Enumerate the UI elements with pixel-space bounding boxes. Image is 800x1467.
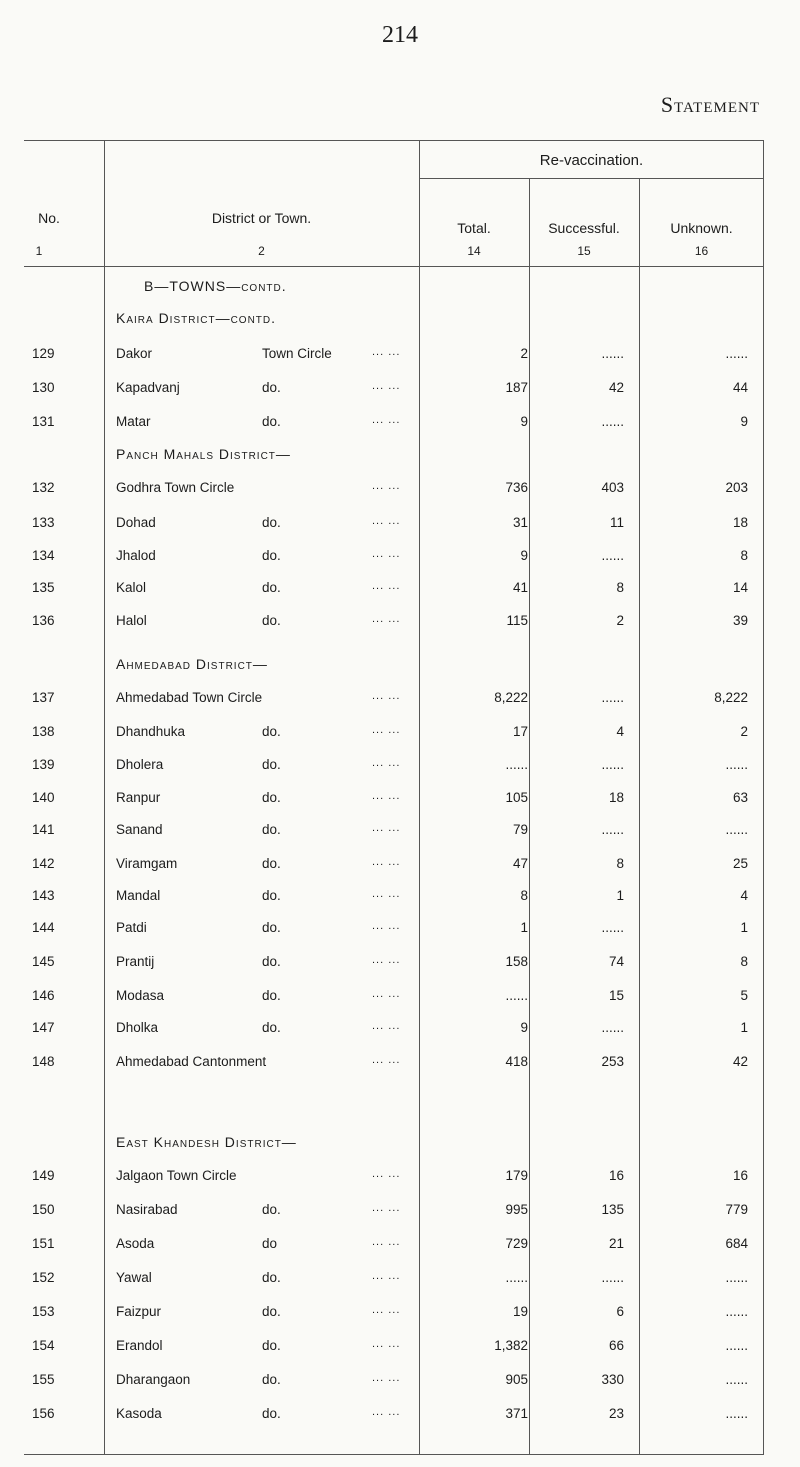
unknown-value: 8,222	[714, 690, 748, 705]
unknown-value: 684	[725, 1236, 748, 1251]
district-name: Nasirabad	[116, 1202, 178, 1217]
leader-dots: ... ...	[372, 1270, 401, 1282]
district-qualifier: do.	[262, 580, 281, 595]
table-row	[24, 1168, 764, 1194]
row-number: 138	[32, 724, 55, 739]
leader-dots: ... ...	[372, 790, 401, 802]
total-value: 9	[520, 414, 528, 429]
table-row	[24, 1236, 764, 1262]
unknown-value: ......	[725, 1270, 748, 1285]
district-qualifier: do.	[262, 1372, 281, 1387]
row-number: 153	[32, 1304, 55, 1319]
total-value: 905	[505, 1372, 528, 1387]
total-value: 9	[520, 548, 528, 563]
table-row	[24, 856, 764, 882]
district-name: Dholera	[116, 757, 164, 772]
district-name: Dhandhuka	[116, 724, 186, 739]
row-number: 129	[32, 346, 55, 361]
district-name: Faizpur	[116, 1304, 162, 1319]
row-number: 134	[32, 548, 55, 563]
district-name: Asoda	[116, 1236, 155, 1251]
district-qualifier: do.	[262, 1338, 281, 1353]
unknown-value: 25	[732, 856, 748, 871]
table-row	[24, 613, 764, 639]
table-row	[24, 1020, 764, 1046]
successful-value: 11	[609, 515, 624, 530]
district-name: Mandal	[116, 888, 161, 903]
row-number: 141	[32, 822, 55, 837]
district-qualifier: do.	[262, 1406, 281, 1421]
row-number: 140	[32, 790, 55, 805]
district-qualifier: do.	[262, 613, 281, 628]
district-qualifier: do	[262, 1236, 278, 1251]
district-name: Dholka	[116, 1020, 159, 1035]
section-panch-mahals: Panch Mahals District—	[116, 446, 291, 462]
unknown-value: 18	[732, 515, 748, 530]
table-row	[24, 346, 764, 372]
running-title: Statement	[660, 92, 760, 117]
district-qualifier: do.	[262, 548, 281, 563]
total-value: 8	[520, 888, 528, 903]
leader-dots: ... ...	[372, 580, 401, 592]
unknown-value: 5	[740, 988, 748, 1003]
successful-value: 330	[601, 1372, 624, 1387]
leader-dots: ... ...	[372, 548, 401, 560]
district-qualifier: Town Circle	[262, 346, 332, 361]
table-row	[24, 690, 764, 716]
successful-value: ......	[601, 690, 624, 705]
leader-dots: ... ...	[372, 690, 401, 702]
successful-value: 21	[608, 1236, 624, 1251]
total-value: 17	[512, 724, 528, 739]
district-qualifier: do.	[262, 856, 281, 871]
district-name: Ranpur	[116, 790, 161, 805]
district-name: Kapadvanj	[116, 380, 180, 395]
district-name: Godhra Town Circle	[116, 480, 235, 495]
section-ahmedabad: Ahmedabad District—	[116, 656, 268, 672]
unknown-value: ......	[725, 1338, 748, 1353]
unknown-value: 9	[740, 414, 748, 429]
successful-value: ......	[601, 1020, 624, 1035]
unknown-value: ......	[725, 757, 748, 772]
district-qualifier: do.	[262, 1020, 281, 1035]
unknown-value: 42	[732, 1054, 748, 1069]
header-num-unknown: 16	[694, 244, 709, 258]
successful-value: ......	[601, 414, 624, 429]
row-number: 148	[32, 1054, 55, 1069]
district-name: Sanand	[116, 822, 163, 837]
header-district: District or Town.	[211, 210, 312, 226]
district-name: Halol	[116, 613, 147, 628]
total-value: 371	[505, 1406, 528, 1421]
unknown-value: 39	[732, 613, 748, 628]
leader-dots: ... ...	[372, 920, 401, 932]
row-number: 143	[32, 888, 55, 903]
leader-dots: ... ...	[372, 1372, 401, 1384]
leader-dots: ... ...	[372, 724, 401, 736]
leader-dots: ... ...	[372, 1304, 401, 1316]
table-row	[24, 580, 764, 606]
district-qualifier: do.	[262, 954, 281, 969]
row-number: 144	[32, 920, 55, 935]
leader-dots: ... ...	[372, 856, 401, 868]
district-qualifier: do.	[262, 790, 281, 805]
leader-dots: ... ...	[372, 380, 401, 392]
district-name: Dharangaon	[116, 1372, 191, 1387]
successful-value: ......	[601, 548, 624, 563]
table-row	[24, 790, 764, 816]
district-qualifier: do.	[262, 988, 281, 1003]
header-num-successful: 15	[577, 244, 591, 258]
table-row	[24, 1270, 764, 1296]
successful-value: 403	[601, 480, 624, 495]
bottom-rule	[24, 1454, 764, 1455]
leader-dots: ... ...	[372, 1406, 401, 1418]
unknown-value: 8	[740, 954, 748, 969]
unknown-value: ......	[725, 1372, 748, 1387]
successful-value: 16	[608, 1168, 624, 1183]
row-number: 149	[32, 1168, 55, 1183]
leader-dots: ... ...	[372, 822, 401, 834]
unknown-value: 8	[740, 548, 748, 563]
table-row	[24, 515, 764, 541]
successful-value: 42	[608, 380, 624, 395]
successful-value: ......	[601, 822, 624, 837]
table-row	[24, 988, 764, 1014]
table-row	[24, 380, 764, 406]
table-row	[24, 480, 764, 506]
table-row	[24, 1338, 764, 1364]
total-value: ......	[505, 1270, 528, 1285]
district-name: Patdi	[116, 920, 147, 935]
row-number: 156	[32, 1406, 55, 1421]
unknown-value: 44	[732, 380, 748, 395]
unknown-value: ......	[725, 1304, 748, 1319]
table-row	[24, 548, 764, 574]
total-value: 8,222	[494, 690, 528, 705]
successful-value: 8	[616, 580, 624, 595]
total-value: 1,382	[494, 1338, 528, 1353]
section-kaira: Kaira District—contd.	[116, 310, 277, 326]
leader-dots: ... ...	[372, 757, 401, 769]
row-number: 146	[32, 988, 55, 1003]
successful-value: ......	[601, 920, 624, 935]
leader-dots: ... ...	[372, 613, 401, 625]
successful-value: 2	[616, 613, 624, 628]
district-name: Jalgaon Town Circle	[116, 1168, 237, 1183]
total-value: 736	[505, 480, 528, 495]
unknown-value: 14	[732, 580, 748, 595]
leader-dots: ... ...	[372, 1338, 401, 1350]
district-name: Modasa	[116, 988, 165, 1003]
table-row	[24, 888, 764, 914]
header-num-district: 2	[258, 244, 265, 258]
successful-value: 1	[616, 888, 624, 903]
successful-value: ......	[601, 1270, 624, 1285]
leader-dots: ... ...	[372, 414, 401, 426]
section-east-khandesh: East Khandesh District—	[116, 1134, 297, 1150]
unknown-value: 4	[740, 888, 748, 903]
total-value: 9	[520, 1020, 528, 1035]
total-value: 115	[506, 613, 528, 628]
district-qualifier: do.	[262, 380, 281, 395]
header-bottom-rule	[24, 266, 764, 267]
leader-dots: ... ...	[372, 888, 401, 900]
leader-dots: ... ...	[372, 988, 401, 1000]
table-row	[24, 920, 764, 946]
table-row	[24, 954, 764, 980]
district-name: Prantij	[116, 954, 155, 969]
table-row	[24, 1304, 764, 1330]
leader-dots: ... ...	[372, 1020, 401, 1032]
total-value: 41	[512, 580, 528, 595]
row-number: 133	[32, 515, 55, 530]
leader-dots: ... ...	[372, 515, 401, 527]
successful-value: 74	[608, 954, 624, 969]
unknown-value: 2	[740, 724, 748, 739]
total-value: 187	[505, 380, 528, 395]
header-unknown: Unknown.	[670, 220, 733, 236]
total-value: 31	[512, 515, 528, 530]
district-name: Yawal	[116, 1270, 152, 1285]
row-number: 137	[32, 690, 55, 705]
successful-value: 8	[616, 856, 624, 871]
row-number: 142	[32, 856, 55, 871]
total-value: 729	[505, 1236, 528, 1251]
district-qualifier: do.	[262, 1304, 281, 1319]
district-qualifier: do.	[262, 822, 281, 837]
district-qualifier: do.	[262, 1270, 281, 1285]
district-qualifier: do.	[262, 414, 281, 429]
leader-dots: ... ...	[372, 346, 401, 358]
successful-value: 4	[616, 724, 624, 739]
total-value: ......	[505, 757, 528, 772]
total-value: 418	[505, 1054, 528, 1069]
header-successful: Successful.	[548, 220, 620, 236]
header-num-no: 1	[35, 244, 43, 258]
group-rule	[419, 178, 764, 179]
district-name: Kalol	[116, 580, 147, 595]
total-value: 179	[505, 1168, 528, 1183]
district-name: Jhalod	[116, 548, 156, 563]
district-qualifier: do.	[262, 1202, 281, 1217]
district-name: Dakor	[116, 346, 153, 361]
table-row	[24, 724, 764, 750]
district-name: Dohad	[116, 515, 156, 530]
successful-value: 18	[608, 790, 624, 805]
row-number: 139	[32, 757, 55, 772]
leader-dots: ... ...	[372, 1236, 401, 1248]
row-number: 145	[32, 954, 55, 969]
unknown-value: 203	[725, 480, 748, 495]
table-row	[24, 1202, 764, 1228]
table-row	[24, 1054, 764, 1080]
district-name: Erandol	[116, 1338, 163, 1353]
successful-value: 23	[608, 1406, 624, 1421]
total-value: 2	[520, 346, 528, 361]
row-number: 131	[32, 414, 55, 429]
leader-dots: ... ...	[372, 1054, 401, 1066]
table-row	[24, 414, 764, 440]
leader-dots: ... ...	[372, 1202, 401, 1214]
successful-value: 253	[601, 1054, 624, 1069]
leader-dots: ... ...	[372, 954, 401, 966]
unknown-value: 16	[732, 1168, 748, 1183]
total-value: ......	[505, 988, 528, 1003]
unknown-value: 1	[740, 1020, 748, 1035]
table-row	[24, 822, 764, 848]
successful-value: 135	[601, 1202, 624, 1217]
district-name: Ahmedabad Town Circle	[116, 690, 263, 705]
total-value: 158	[505, 954, 528, 969]
successful-value: 15	[608, 988, 624, 1003]
successful-value: 6	[616, 1304, 624, 1319]
unknown-value: ......	[725, 822, 748, 837]
row-number: 132	[32, 480, 55, 495]
successful-value: ......	[601, 346, 624, 361]
section-towns: B—TOWNS—contd.	[144, 278, 287, 294]
statement-table	[24, 140, 764, 1455]
table-row	[24, 757, 764, 783]
header-no: No.	[38, 210, 60, 226]
district-qualifier: do.	[262, 920, 281, 935]
total-value: 47	[512, 856, 528, 871]
total-value: 19	[512, 1304, 528, 1319]
row-number: 150	[32, 1202, 55, 1217]
leader-dots: ... ...	[372, 1168, 401, 1180]
row-number: 151	[32, 1236, 55, 1251]
unknown-value: 63	[732, 790, 748, 805]
unknown-value: 779	[725, 1202, 748, 1217]
district-qualifier: do.	[262, 888, 281, 903]
district-name: Viramgam	[116, 856, 178, 871]
successful-value: 66	[608, 1338, 624, 1353]
row-number: 130	[32, 380, 55, 395]
unknown-value: ......	[725, 1406, 748, 1421]
unknown-value: ......	[725, 346, 748, 361]
row-number: 154	[32, 1338, 55, 1353]
header-num-total: 14	[467, 244, 481, 258]
district-name: Kasoda	[116, 1406, 162, 1421]
row-number: 135	[32, 580, 55, 595]
district-qualifier: do.	[262, 515, 281, 530]
row-number: 155	[32, 1372, 55, 1387]
table-row	[24, 1406, 764, 1432]
row-number: 147	[32, 1020, 55, 1035]
district-qualifier: do.	[262, 757, 281, 772]
header-revaccination: Re-vaccination.	[539, 152, 644, 169]
page-number: 214	[382, 22, 418, 48]
table-row	[24, 1372, 764, 1398]
successful-value: ......	[601, 757, 624, 772]
top-rule	[24, 140, 764, 141]
row-number: 136	[32, 613, 55, 628]
header-total: Total.	[457, 220, 491, 236]
unknown-value: 1	[740, 920, 748, 935]
district-qualifier: do.	[262, 724, 281, 739]
district-name: Matar	[116, 414, 151, 429]
district-name: Ahmedabad Cantonment	[116, 1054, 267, 1069]
total-value: 1	[520, 920, 528, 935]
total-value: 995	[505, 1202, 528, 1217]
total-value: 105	[505, 790, 528, 805]
total-value: 79	[512, 822, 528, 837]
leader-dots: ... ...	[372, 480, 401, 492]
row-number: 152	[32, 1270, 55, 1285]
